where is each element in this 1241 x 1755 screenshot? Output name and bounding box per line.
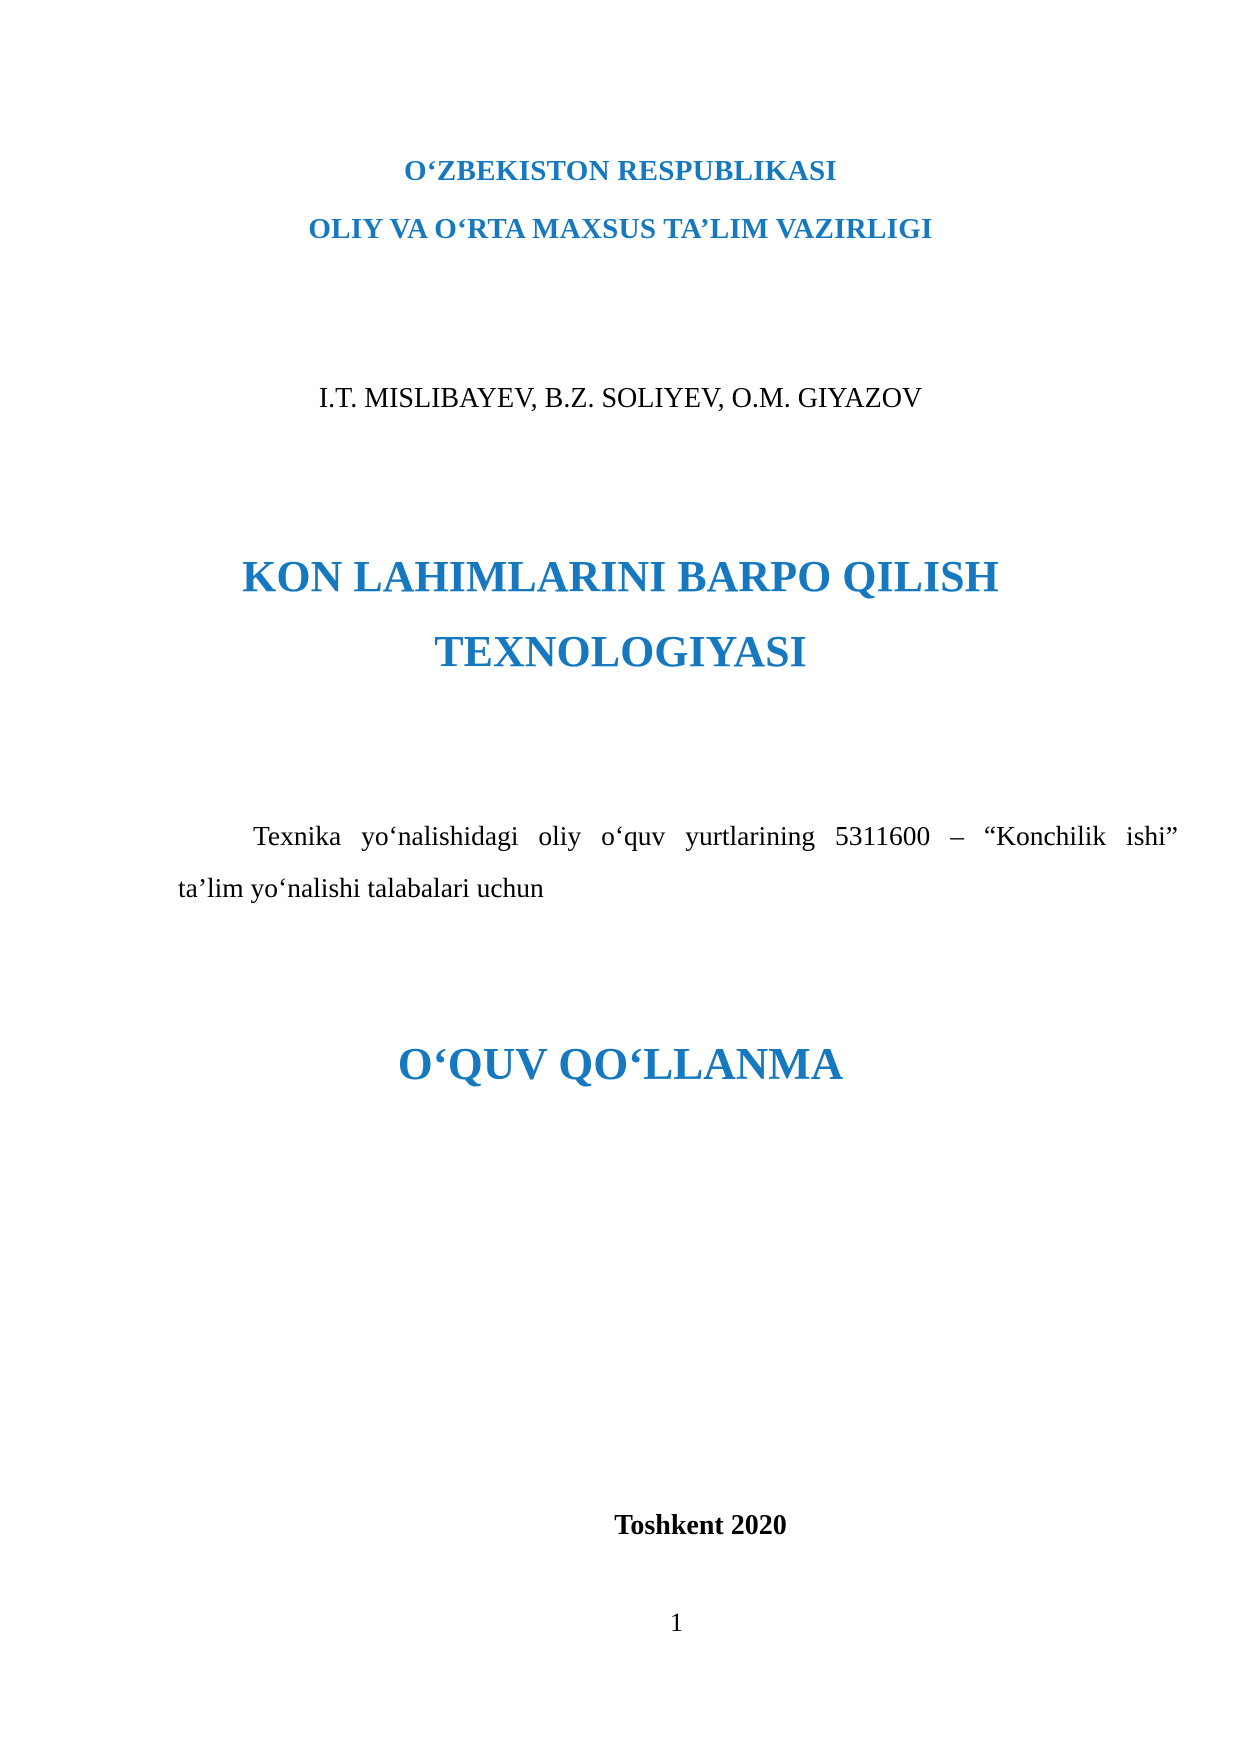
ministry-line-1: O‘ZBEKISTON RESPUBLIKASI: [404, 155, 837, 187]
page-number: 1: [670, 1608, 683, 1637]
ministry-line-2: OLIY VA O‘RTA MAXSUS TA’LIM VAZIRLIGI: [308, 213, 933, 245]
audience-line-2: ta’lim yo‘nalishi talabalari uchun: [178, 872, 544, 903]
place-and-year: Toshkent 2020: [614, 1510, 787, 1541]
audience-description: [178, 820, 1178, 904]
authors-line: I.T. MISLIBAYEV, B.Z. SOLIYEV, O.M. GIYAZOV: [318, 383, 923, 414]
document-type: O‘QUV QO‘LLANMA: [397, 1039, 844, 1089]
audience-line-1: Texnika yo‘nalishidagi oliy o‘quv yurtlarining 5311600 – “Konchilik ishi”: [253, 820, 1178, 851]
book-title-line-2: TEXNOLOGIYASI: [434, 627, 807, 676]
book-title-line-1: KON LAHIMLARINI BARPO QILISH: [242, 552, 999, 601]
